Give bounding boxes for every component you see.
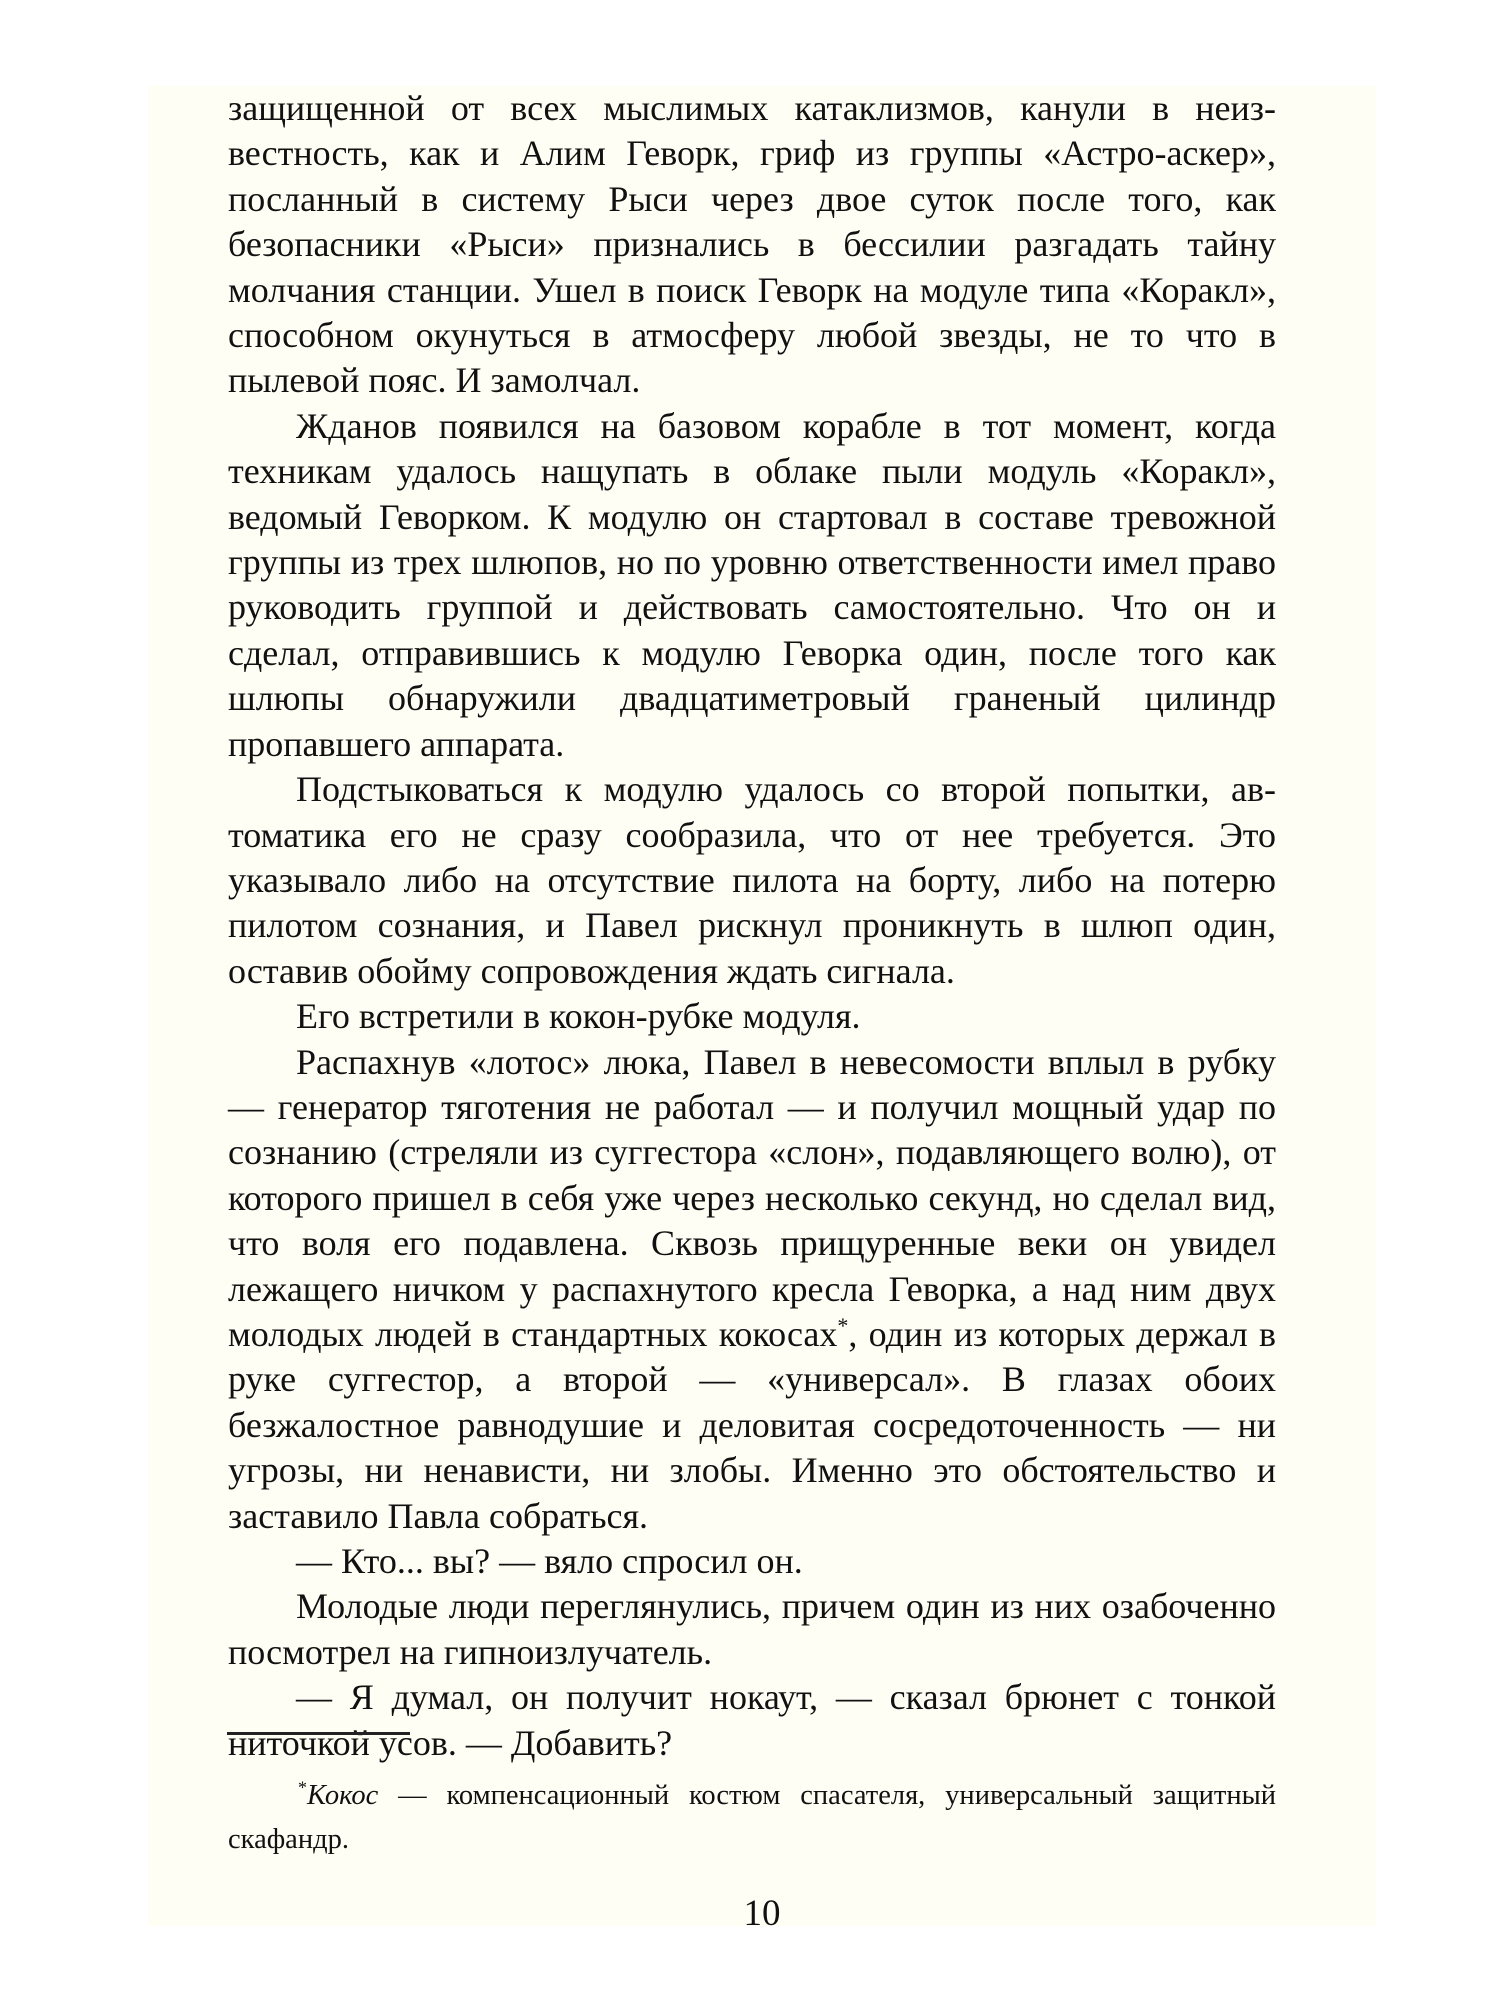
paragraph bbox=[228, 994, 1276, 1039]
paragraph-text: сах bbox=[786, 1313, 838, 1354]
paragraph-text: — Кто... вы? — вяло спросил он. bbox=[296, 1541, 803, 1581]
footnote-text: — компенсационный костюм спасателя, универсальный защитный скафандр. bbox=[228, 1780, 1276, 1855]
paragraph bbox=[228, 767, 1276, 994]
paragraph-text: Подстыковаться к модулю удалось со второй попытки, автоматика его не сразу сообразила, что от нее требуется. Это указывало либо на отсутствие пилота на борту, либо на потерю пилотом сознания, и Павел рискнул проникнуть в шлюп один, оставив обойму сопровождения ждать сигнала. bbox=[228, 769, 1276, 991]
paragraph bbox=[228, 1040, 1276, 1539]
book-page bbox=[148, 86, 1376, 1934]
paragraph bbox=[228, 86, 1276, 404]
body-text bbox=[228, 86, 1276, 1766]
footnote-divider bbox=[227, 1732, 410, 1735]
paragraph-text: — Я думал, он получит нокаут, — сказал брюнет с тонкой ниточкой усов. — Добавить? bbox=[228, 1677, 1276, 1763]
paragraph bbox=[228, 1675, 1276, 1766]
footnote-marker: * bbox=[298, 1777, 307, 1798]
footnote-marker: * bbox=[837, 1312, 849, 1338]
page-number: 10 bbox=[743, 1893, 781, 1934]
paragraph-text: Его встретили в кокон-рубке модуля. bbox=[296, 996, 861, 1037]
paragraph-text: защищенной от всех мыслимых катаклизмов, канули в неизвестность, как и Алим Геворк, гриф из группы «Астро-аскер», посланный в систему Рыси через двое суток после того, как безопасники «Рыси» признались в бессилии разгадать тайну молчания станции. Ушел в поиск Геворк на модуле типа «Коракл», способном окунуться в атмосферу любой звезды, не то что в пылевой пояс. И замолчал. bbox=[228, 88, 1276, 401]
footnote-term: Кокос bbox=[307, 1780, 379, 1811]
paragraph-text: Жданов появился на базовом корабле в тот момент, когда техникам удалось нащупать в облаке пыли модуль «Коракл», ведомый Геворком. К модулю он стартовал в составе тревожной группы из трех шлюпов, но по уровню ответственности имел право руководить группой и действовать самостоятельно. Что он и сделал, отправившись к модулю Геворка один, после того как шлюпы обнаружили двадцатиметровый граненый цилиндр пропавшего аппарата. bbox=[228, 405, 1276, 764]
paragraph-text: Молодые люди переглянулись, причем один из них озабоченно посмотрел на гипноизлучатель. bbox=[228, 1586, 1276, 1672]
footnote bbox=[228, 1774, 1276, 1862]
paragraph-text: , один из которых держал в руке суггестор, а второй — «универсал». В глазах обоих безжалостное равнодушие и деловитая сосредоточенность — ни угрозы, ни ненависти, ни злобы. Именно это обстоятельство и заставило Павла собраться. bbox=[228, 1313, 1276, 1536]
paragraph bbox=[228, 1584, 1276, 1675]
paragraph-text: Распахнув «лотос» люка, Павел в невесомости вплыл в рубку — генератор тяготения не работал — и получил мощный удар по сознанию (стреляли из суггестора «слон», подавляющего волю), от которого пришел в себя уже через несколько секунд, но сделал вид, что воля его подавлена. Сквозь прищуренные веки он увидел лежащего ничком у распахнутого кресла Геворка, а над ним двух молодых людей в стандартных коко bbox=[228, 1041, 1276, 1354]
paragraph bbox=[228, 404, 1276, 767]
paragraph bbox=[228, 1539, 1276, 1584]
